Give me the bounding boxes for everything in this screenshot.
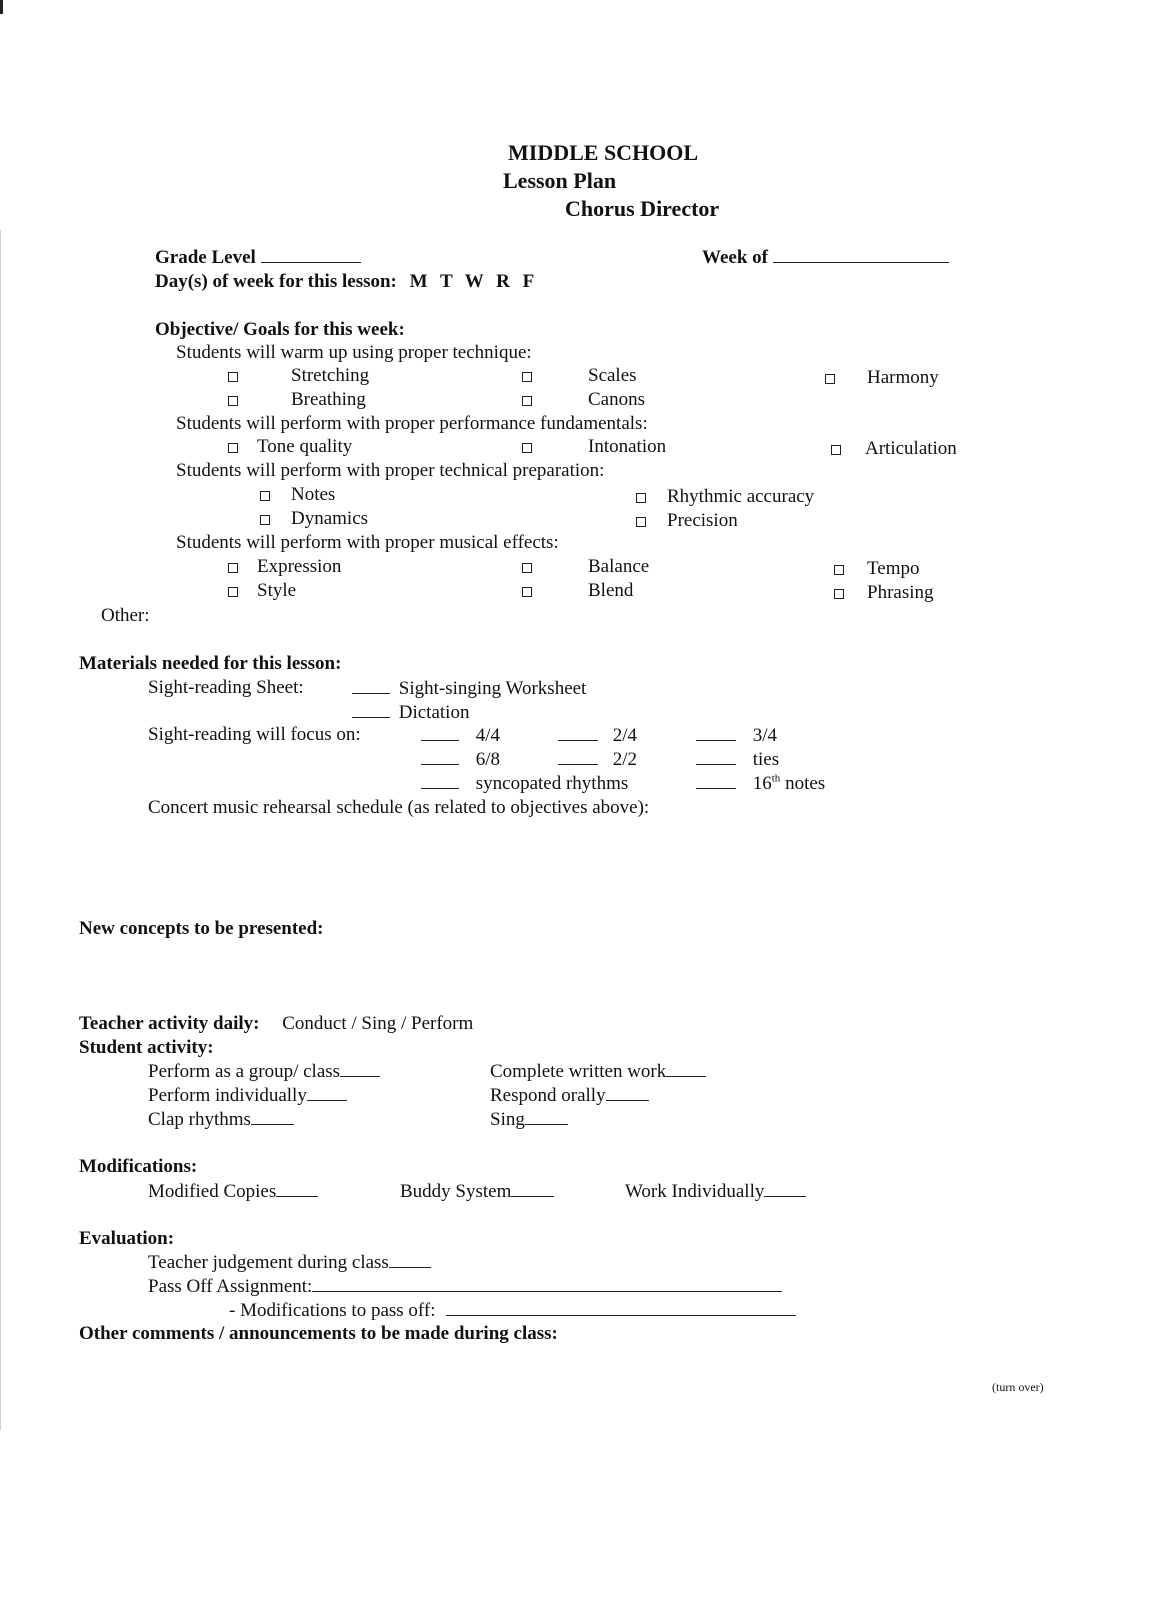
written-work-label: Complete written work bbox=[490, 1061, 667, 1082]
canons-label: Canons bbox=[588, 389, 645, 410]
meter-44-blank[interactable] bbox=[421, 724, 459, 741]
teacher-activity-label: Teacher activity daily: bbox=[79, 1013, 260, 1034]
school-title: MIDDLE SCHOOL bbox=[508, 140, 699, 165]
clap-rhythms-blank[interactable] bbox=[251, 1108, 294, 1125]
meter-68-option[interactable] bbox=[421, 748, 500, 771]
balance-checkbox[interactable] bbox=[522, 563, 532, 573]
tempo-checkbox[interactable] bbox=[834, 565, 844, 575]
ties-blank[interactable] bbox=[696, 748, 736, 765]
materials-heading: Materials needed for this lesson: bbox=[79, 653, 342, 674]
tone-quality-label: Tone quality bbox=[257, 436, 353, 457]
fundamentals-intro: Students will perform with proper performance fundamentals: bbox=[176, 413, 648, 434]
modified-copies-option[interactable] bbox=[148, 1180, 318, 1203]
sing-label: Sing bbox=[490, 1109, 525, 1130]
modified-copies-label: Modified Copies bbox=[148, 1181, 277, 1202]
stretching-checkbox[interactable] bbox=[228, 372, 238, 382]
phrasing-checkbox[interactable] bbox=[834, 589, 844, 599]
meter-22-blank[interactable] bbox=[558, 748, 598, 765]
pass-off-mods-label: - Modifications to pass off: bbox=[229, 1300, 436, 1321]
stretching-label: Stretching bbox=[291, 365, 370, 386]
sixteenth-notes-label: notes bbox=[785, 773, 826, 794]
clap-rhythms-label: Clap rhythms bbox=[148, 1109, 251, 1130]
new-concepts-heading: New concepts to be presented: bbox=[79, 918, 324, 939]
comments-heading: Other comments / announcements to be made during class: bbox=[79, 1323, 558, 1344]
pass-off-mods-blank[interactable] bbox=[446, 1299, 796, 1316]
work-individually-blank[interactable] bbox=[764, 1180, 806, 1197]
rehearsal-schedule-label: Concert music rehearsal schedule (as related to objectives above): bbox=[148, 797, 650, 818]
turn-over-note: (turn over) bbox=[992, 1380, 1044, 1394]
dynamics-checkbox[interactable] bbox=[260, 515, 270, 525]
buddy-system-label: Buddy System bbox=[400, 1181, 512, 1202]
modified-copies-blank[interactable] bbox=[276, 1180, 318, 1197]
tempo-label: Tempo bbox=[867, 558, 920, 579]
sixteenth-blank[interactable] bbox=[696, 772, 736, 789]
group-option[interactable] bbox=[148, 1060, 380, 1083]
days-of-week-row bbox=[155, 271, 534, 293]
intonation-label: Intonation bbox=[588, 436, 667, 457]
articulation-label: Articulation bbox=[865, 438, 957, 459]
meter-34-label: 3/4 bbox=[752, 725, 778, 746]
sight-reading-sheet-label: Sight-reading Sheet: bbox=[148, 677, 304, 698]
sixteenth-suffix: th bbox=[771, 772, 781, 785]
scan-edge-line bbox=[0, 230, 1, 1430]
pass-off-label: Pass Off Assignment: bbox=[148, 1276, 313, 1297]
tone-quality-checkbox[interactable] bbox=[228, 443, 238, 453]
plan-title: Lesson Plan bbox=[503, 168, 617, 193]
syncopated-label: syncopated rhythms bbox=[475, 773, 629, 794]
meter-44-label: 4/4 bbox=[475, 725, 501, 746]
pass-off-mods-field[interactable] bbox=[229, 1299, 796, 1322]
notes-checkbox[interactable] bbox=[260, 491, 270, 501]
expression-checkbox[interactable] bbox=[228, 563, 238, 573]
breathing-label: Breathing bbox=[291, 389, 366, 410]
dictation-label: Dictation bbox=[398, 702, 470, 723]
grade-level-field[interactable] bbox=[155, 246, 361, 269]
style-checkbox[interactable] bbox=[228, 587, 238, 597]
balance-label: Balance bbox=[588, 556, 650, 577]
syncopated-option[interactable] bbox=[421, 772, 628, 795]
blend-checkbox[interactable] bbox=[522, 587, 532, 597]
week-of-blank[interactable] bbox=[773, 246, 949, 263]
worksheet-blank[interactable] bbox=[352, 677, 390, 694]
precision-checkbox[interactable] bbox=[636, 517, 646, 527]
harmony-checkbox[interactable] bbox=[825, 374, 835, 384]
group-label: Perform as a group/ class bbox=[148, 1061, 341, 1082]
effects-intro: Students will perform with proper musical effects: bbox=[176, 532, 559, 553]
sixteenth-number: 16 bbox=[752, 773, 772, 794]
individually-option[interactable] bbox=[148, 1084, 347, 1107]
meter-68-label: 6/8 bbox=[475, 749, 501, 770]
objectives-heading: Objective/ Goals for this week: bbox=[155, 319, 405, 340]
meter-22-label: 2/2 bbox=[612, 749, 638, 770]
scales-checkbox[interactable] bbox=[522, 372, 532, 382]
teacher-judgement-option[interactable] bbox=[148, 1251, 431, 1274]
clap-rhythms-option[interactable] bbox=[148, 1108, 294, 1131]
work-individually-label: Work Individually bbox=[625, 1181, 765, 1202]
dynamics-label: Dynamics bbox=[291, 508, 369, 529]
meter-24-blank[interactable] bbox=[558, 724, 598, 741]
days-label: Day(s) of week for this lesson: bbox=[155, 271, 397, 292]
week-of-label: Week of bbox=[702, 247, 768, 268]
respond-orally-blank[interactable] bbox=[606, 1084, 649, 1101]
evaluation-heading: Evaluation: bbox=[79, 1228, 175, 1249]
sing-blank[interactable] bbox=[525, 1108, 568, 1125]
phrasing-label: Phrasing bbox=[867, 582, 934, 603]
individually-label: Perform individually bbox=[148, 1085, 307, 1106]
ties-label: ties bbox=[752, 749, 780, 770]
expression-label: Expression bbox=[257, 556, 342, 577]
meter-34-blank[interactable] bbox=[696, 724, 736, 741]
scan-edge-mark bbox=[0, 0, 3, 14]
meter-34-option[interactable] bbox=[696, 724, 777, 747]
pass-off-field[interactable] bbox=[148, 1275, 782, 1298]
meter-44-option[interactable] bbox=[421, 724, 500, 747]
meter-24-option[interactable] bbox=[558, 724, 637, 747]
written-work-option[interactable] bbox=[490, 1060, 706, 1083]
grade-level-label: Grade Level bbox=[155, 247, 256, 268]
pass-off-blank[interactable] bbox=[312, 1275, 782, 1292]
worksheet-label: Sight-singing Worksheet bbox=[398, 678, 587, 699]
buddy-system-option[interactable] bbox=[400, 1180, 554, 1203]
notes-label: Notes bbox=[291, 484, 336, 505]
rhythmic-accuracy-checkbox[interactable] bbox=[636, 493, 646, 503]
grade-level-blank[interactable] bbox=[261, 246, 361, 263]
style-label: Style bbox=[257, 580, 297, 601]
blend-label: Blend bbox=[588, 580, 634, 601]
dictation-option[interactable] bbox=[352, 701, 469, 724]
individually-blank[interactable] bbox=[307, 1084, 347, 1101]
ties-option[interactable] bbox=[696, 748, 779, 771]
intonation-checkbox[interactable] bbox=[522, 443, 532, 453]
breathing-checkbox[interactable] bbox=[228, 396, 238, 406]
teacher-judgement-blank[interactable] bbox=[389, 1251, 431, 1268]
rhythmic-accuracy-label: Rhythmic accuracy bbox=[667, 486, 815, 507]
days-letters: M T W R F bbox=[409, 271, 535, 292]
harmony-label: Harmony bbox=[867, 367, 939, 388]
meter-24-label: 2/4 bbox=[612, 725, 638, 746]
sixteenth-notes-option[interactable] bbox=[696, 772, 825, 795]
teacher-judgement-label: Teacher judgement during class bbox=[148, 1252, 389, 1273]
syncopated-blank[interactable] bbox=[421, 772, 459, 789]
written-work-blank[interactable] bbox=[666, 1060, 706, 1077]
precision-label: Precision bbox=[667, 510, 738, 531]
teacher-activity-row bbox=[79, 1013, 473, 1035]
week-of-field[interactable] bbox=[702, 246, 949, 269]
meter-68-blank[interactable] bbox=[421, 748, 459, 765]
respond-orally-label: Respond orally bbox=[490, 1085, 606, 1106]
sing-option[interactable] bbox=[490, 1108, 568, 1131]
dictation-blank[interactable] bbox=[352, 701, 390, 718]
scales-label: Scales bbox=[588, 365, 637, 386]
worksheet-option[interactable] bbox=[352, 677, 586, 700]
focus-label: Sight-reading will focus on: bbox=[148, 724, 361, 745]
technical-intro: Students will perform with proper technical preparation: bbox=[176, 460, 605, 481]
articulation-checkbox[interactable] bbox=[831, 445, 841, 455]
warmup-intro: Students will warm up using proper technique: bbox=[176, 342, 532, 363]
role-title: Chorus Director bbox=[565, 196, 720, 221]
other-label: Other: bbox=[101, 605, 150, 626]
canons-checkbox[interactable] bbox=[522, 396, 532, 406]
respond-orally-option[interactable] bbox=[490, 1084, 649, 1107]
modifications-heading: Modifications: bbox=[79, 1156, 198, 1177]
student-activity-heading: Student activity: bbox=[79, 1037, 214, 1058]
work-individually-option[interactable] bbox=[625, 1180, 806, 1203]
teacher-activity-value: Conduct / Sing / Perform bbox=[282, 1013, 474, 1034]
buddy-system-blank[interactable] bbox=[511, 1180, 554, 1197]
group-blank[interactable] bbox=[340, 1060, 380, 1077]
meter-22-option[interactable] bbox=[558, 748, 637, 771]
